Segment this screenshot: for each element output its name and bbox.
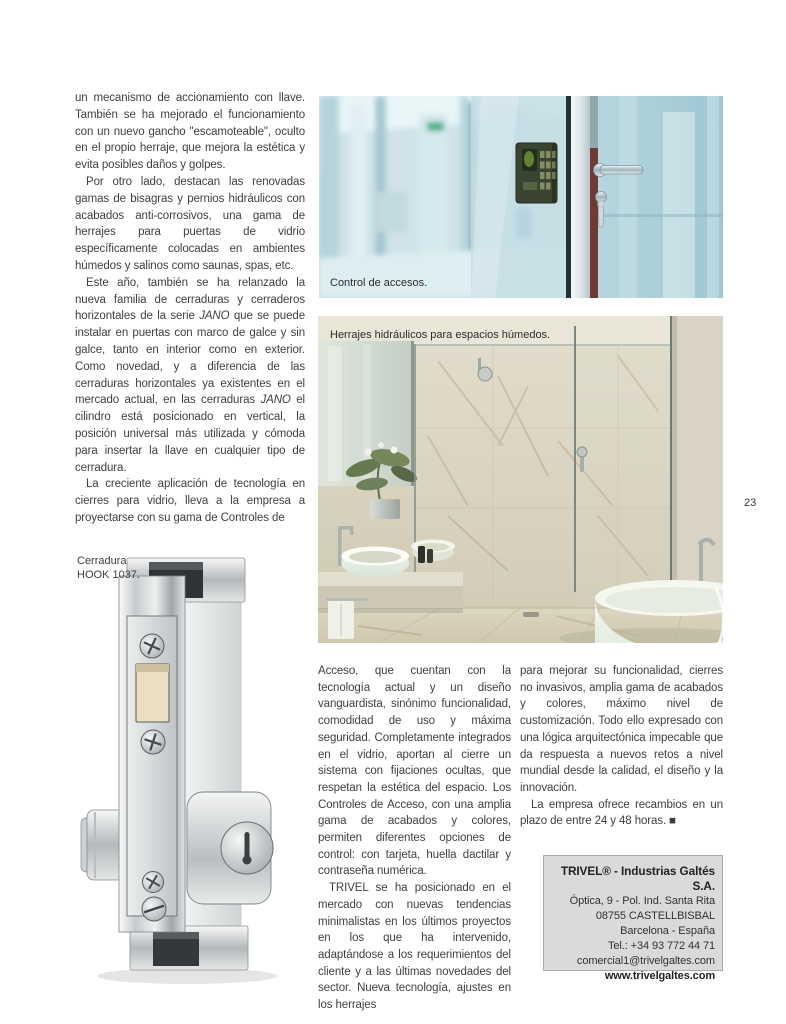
page-number: 23 — [744, 497, 757, 509]
figure-caption: Control de accesos. — [330, 277, 428, 289]
paragraph-text: el cilindro está posicionado en vertical, la posición universal más utilizada y cómoda para insertar la llave en cualquier tipo de cerradura. — [75, 394, 305, 474]
article-column-left — [75, 90, 305, 527]
company-name: TRIVEL® - Industrias Galtés S.A. — [560, 864, 715, 893]
access-control-photo — [319, 96, 723, 298]
paragraph: La empresa ofrece recambios en un plazo de entre 24 y 48 horas. ■ — [520, 798, 723, 828]
series-name-jano: JANO — [260, 394, 291, 407]
paragraph: para mejorar su funcionalidad, cierres no invasivos, amplia gama de acabados y colores, máximo nivel de customización. Todo ello expresado con una lógica arquitectónica impecable que da respuesta a nuevos retos a nivel mundial desde la calidad, el diseño y la innovación. — [520, 665, 723, 794]
paragraph-text: Este año, también se ha relanzado la nueva familia de cerraduras y cerraderos horizontales de la serie — [75, 276, 305, 323]
phone-number: Tel.: +34 93 772 44 71 — [608, 940, 715, 952]
address-line: Barcelona - España — [620, 925, 715, 937]
email-address: comercial1@trivelgaltes.com — [576, 955, 715, 967]
figure-hydraulic-hinges — [318, 316, 723, 643]
paragraph: Acceso, que cuentan con la tecnología actual y un diseño vanguardista, sinónimo funcionalidad, comodidad de uso y máxima seguridad. Completamente integrados en el vidrio, aportan al cierre un sistema con fijaciones ocultas, que respetan la estética del espacio. Los Controles de Acceso, con una amplia gama de acabados y colores, permiten diferentes opciones de control: con tarjeta, huella dactilar y contraseña numérica. — [318, 665, 511, 878]
website-url: www.trivelgaltes.com — [604, 970, 715, 982]
key-cylinder — [187, 792, 273, 904]
figure-lock-product — [75, 552, 290, 992]
address-line: Óptica, 9 - Pol. Ind. Santa Rita — [569, 895, 715, 907]
left-knob — [81, 810, 125, 880]
paragraph: La creciente aplicación de tecnología en cierres para vidrio, lleva a la empresa a proyectarse con su gama de Controles de — [75, 478, 305, 524]
figure-access-control — [319, 96, 723, 298]
article-column-right — [520, 663, 723, 830]
address-line: 08755 CASTELLBISBAL — [595, 910, 715, 922]
lock-product-label — [77, 554, 140, 582]
paragraph-text: que se puede instalar en puertas con marco de galce y sin galce, tanto en interior como en exterior. Como novedad, y a diferencia de las cerraduras horizontales ya existentes en el mercado actual, en las cerraduras — [75, 310, 305, 407]
lock-label-line2: HOOK 1037. — [77, 569, 140, 581]
paragraph: un mecanismo de accionamiento con llave. También se ha mejorado el funcionamiento con un nuevo gancho "escamoteable", oculto en el propio herraje, que mejora la estética y evita posibles daños y golpes. — [75, 92, 305, 172]
keypad-device — [516, 143, 557, 203]
figure-caption: Herrajes hidráulicos para espacios húmedos. — [330, 329, 551, 341]
paragraph — [75, 275, 305, 477]
paragraph: TRIVEL se ha posicionado en el mercado con nuevas tendencias minimalistas en los últimos proyectos en los que ha intervenido, adaptándose a los requerimientos del cliente y a las últimas novedades del sector. Nueva tecnología, ajustes en los herrajes — [318, 882, 511, 1012]
article-column-middle — [318, 663, 511, 1014]
lock-label-line1: Cerradura — [77, 555, 127, 567]
paragraph: Por otro lado, destacan las renovadas gamas de bisagras y pernios hidráulicos con acabados anti-corrosivos, una gama de herrajes para puertas de vidrio específicamente colocadas en ambientes húmedos y salinos como saunas, spas, etc. — [75, 175, 305, 272]
series-name-jano: JANO — [199, 310, 230, 323]
lock-photo — [75, 552, 290, 987]
contact-box — [543, 855, 723, 982]
bathroom-photo — [318, 316, 723, 643]
